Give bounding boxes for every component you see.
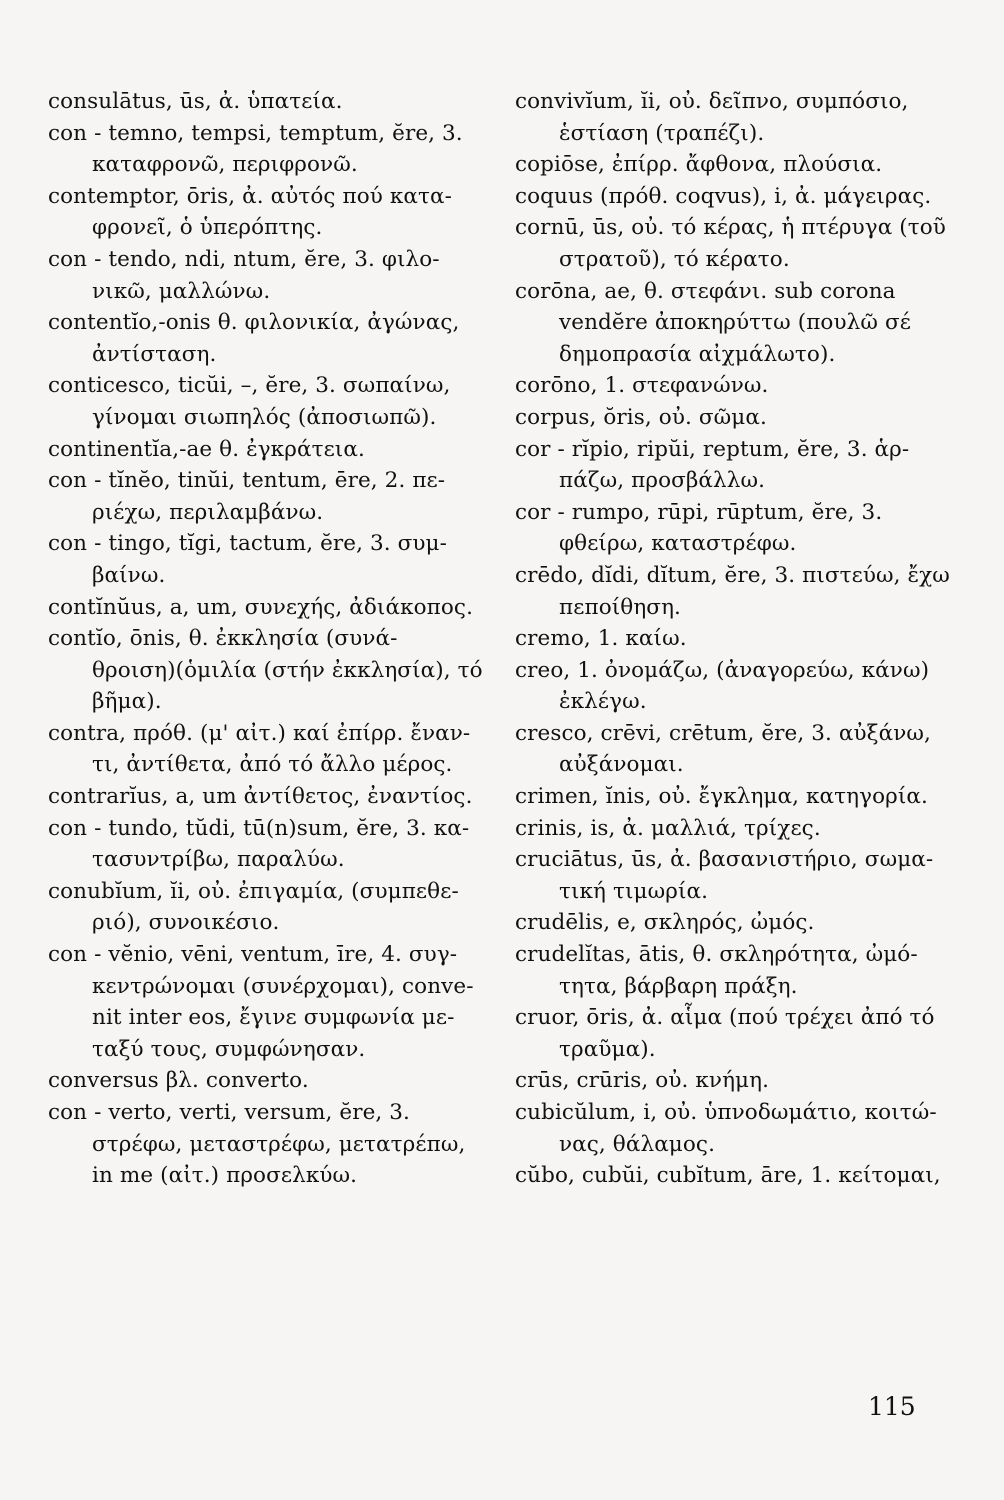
dictionary-entry (48, 1097, 488, 1192)
dictionary-entry (515, 1097, 955, 1160)
dictionary-entry (515, 844, 955, 907)
entry-line: contĭnŭus, a, um, συνεχής, ἀδιάκοπος. (48, 594, 473, 620)
dictionary-entry (515, 623, 955, 655)
entry-line: cruor, ōris, ἀ. αἷμα (πού τρέχει ἀπό τό (515, 1005, 935, 1031)
entry-line: con - vĕnio, vēni, ventum, īre, 4. συγ- (48, 942, 458, 968)
entry-line: cubicŭlum, i, οὐ. ὑπνοδωμάτιο, κοιτώ- (515, 1100, 937, 1125)
entry-line: πάζω, προσβάλλω. (559, 468, 766, 494)
entry-line: corōna, ae, θ. στεφάνι. sub corona (515, 278, 896, 304)
entry-line: θροιση)(ὁμιλία (στήν ἐκκλησία), τό (92, 657, 483, 683)
dictionary-entry (515, 718, 955, 781)
dictionary-entry (515, 276, 955, 371)
dictionary-entry (515, 1065, 955, 1097)
dictionary-entry (48, 307, 488, 370)
entry-line: con - tendo, ndi, ntum, ĕre, 3. φιλο- (48, 246, 440, 272)
dictionary-entry (515, 212, 955, 275)
entry-line: corpus, ŏris, οὐ. σῶμα. (515, 404, 767, 430)
entry-line: crudelĭtas, ātis, θ. σκληρότητα, ὠμό- (515, 942, 918, 968)
dictionary-entry (515, 370, 955, 402)
dictionary-entry (515, 402, 955, 434)
dictionary-entry (48, 623, 488, 718)
page-number: 115 (868, 1392, 916, 1421)
entry-line: crinis, is, ἀ. μαλλιά, τρίχες. (515, 815, 821, 841)
dictionary-entry (48, 465, 488, 528)
entry-line: contĭo, ōnis, θ. ἐκκλησία (συνά- (48, 626, 398, 652)
dictionary-entry (515, 939, 955, 1002)
dictionary-entry (515, 497, 955, 560)
dictionary-entry (515, 149, 955, 181)
entry-line: βαίνω. (92, 562, 166, 588)
dictionary-entry (515, 655, 955, 718)
dictionary-entry (515, 813, 955, 845)
dictionary-entry (48, 86, 488, 118)
entry-line: cŭbo, cubŭi, cubĭtum, āre, 1. κείτομαι, (515, 1163, 941, 1189)
entry-line: conversus βλ. converto. (48, 1068, 309, 1094)
entry-line: conubĭum, ĭi, οὐ. ἐπιγαμία, (συμπεθε- (48, 878, 459, 904)
entry-line: cresco, crēvi, crētum, ĕre, 3. αὐξάνω, (515, 720, 931, 746)
dictionary-entry (48, 718, 488, 781)
left-column (48, 86, 488, 1192)
dictionary-entry (48, 1065, 488, 1097)
entry-line: crēdo, dĭdi, dĭtum, ĕre, 3. πιστεύω, ἔχω (515, 562, 950, 588)
entry-line: contentĭo,-onis θ. φιλονικία, ἀγώνας, (48, 310, 460, 336)
dictionary-entry (48, 370, 488, 433)
entry-line: con - temno, tempsi, temptum, ĕre, 3. (48, 120, 463, 146)
entry-line: convivĭum, ĭi, οὐ. δεῖπνο, συμπόσιο, (515, 89, 909, 114)
dictionary-entry (48, 813, 488, 876)
entry-line: ριό), συνοικέσιο. (92, 910, 280, 936)
entry-line: consulātus, ūs, ἀ. ὑπατεία. (48, 89, 343, 114)
entry-line: ριέχω, περιλαμβάνω. (92, 499, 324, 525)
entry-line: τητα, βάρβαρη πράξη. (559, 973, 798, 999)
entry-line: δημοπρασία αἰχμάλωτο). (559, 341, 836, 367)
entry-line: conticesco, ticŭi, –, ĕre, 3. σωπαίνω, (48, 373, 451, 399)
entry-line: con - tĭnĕo, tinŭi, tentum, ēre, 2. πε- (48, 468, 446, 494)
dictionary-entry (48, 244, 488, 307)
dictionary-entry (48, 876, 488, 939)
entry-line: νας, θάλαμος. (559, 1131, 715, 1157)
entry-line: πεποίθηση. (559, 594, 681, 620)
entry-line: τική τιμωρία. (559, 878, 709, 904)
entry-line: vendĕre ἀποκηρύττω (πουλῶ σέ (559, 310, 911, 336)
entry-line: creo, 1. ὀνομάζω, (ἀναγορεύω, κάνω) (515, 657, 930, 683)
dictionary-entry (515, 1002, 955, 1065)
dictionary-entry (515, 560, 955, 623)
dictionary-entry (515, 181, 955, 213)
entry-line: φθείρω, καταστρέφω. (559, 531, 797, 557)
entry-line: crudēlis, e, σκληρός, ὠμός. (515, 910, 815, 936)
entry-line: crimen, ĭnis, οὐ. ἔγκλημα, κατηγορία. (515, 784, 928, 810)
entry-line: βῆμα). (92, 689, 162, 715)
dictionary-entry (48, 181, 488, 244)
entry-line: coquus (πρόθ. coqvus), i, ἀ. μάγειρας. (515, 183, 932, 209)
entry-line: στρατοῦ), τό κέρατο. (559, 246, 790, 272)
dictionary-entry (48, 939, 488, 1065)
entry-line: ἑστίαση (τραπέζι). (559, 120, 765, 146)
entry-line: con - tundo, tŭdi, tū(n)sum, ĕre, 3. κα- (48, 815, 470, 841)
entry-line: in me (αἰτ.) προσελκύω. (92, 1163, 358, 1189)
dictionary-entry (48, 434, 488, 466)
dictionary-entry (48, 592, 488, 624)
entry-line: ἐκλέγω. (559, 689, 647, 715)
entry-line: cruciātus, ūs, ἀ. βασανιστήριο, σωμα- (515, 847, 934, 873)
right-column (515, 86, 955, 1192)
entry-line: con - tingo, tĭgi, tactum, ĕre, 3. συμ- (48, 531, 447, 557)
entry-line: ταξύ τους, συμφώνησαν. (92, 1036, 366, 1062)
entry-line: καταφρονῶ, περιφρονῶ. (92, 152, 358, 178)
entry-line: νικῶ, μαλλώνω. (92, 278, 271, 304)
entry-line: contrarĭus, a, um ἀντίθετος, ἐναντίος. (48, 784, 473, 810)
dictionary-entry (515, 781, 955, 813)
entry-line: nit inter eos, ἔγινε συμφωνία με- (92, 1005, 455, 1031)
dictionary-entry (48, 781, 488, 813)
entry-line: cremo, 1. καίω. (515, 626, 687, 652)
entry-line: continentĭa,-ae θ. ἐγκράτεια. (48, 436, 365, 462)
dictionary-entry (515, 1160, 955, 1192)
entry-line: φρονεῖ, ὁ ὑπερόπτης. (92, 215, 323, 241)
entry-line: ἀντίσταση. (92, 341, 217, 367)
entry-line: τραῦμα). (559, 1036, 656, 1062)
dictionary-entry (515, 434, 955, 497)
dictionary-entry (515, 907, 955, 939)
entry-line: cor - rumpo, rūpi, rūptum, ĕre, 3. (515, 499, 883, 525)
dictionary-entry (48, 118, 488, 181)
entry-line: cornū, ūs, οὐ. τό κέρας, ἡ πτέρυγα (τοῦ (515, 215, 946, 241)
entry-line: κεντρώνομαι (συνέρχομαι), conve- (92, 973, 474, 999)
entry-line: τασυντρίβω, παραλύω. (92, 847, 345, 873)
entry-line: contra, πρόθ. (μ' αἰτ.) καί ἐπίρρ. ἔναν- (48, 720, 471, 746)
entry-line: cor - rĭpio, ripŭi, reptum, ĕre, 3. ἁρ- (515, 436, 910, 462)
entry-line: contemptor, ōris, ἀ. αὐτός πού κατα- (48, 183, 453, 209)
entry-line: con - verto, verti, versum, ĕre, 3. (48, 1100, 410, 1125)
entry-line: αὐξάνομαι. (559, 752, 684, 778)
entry-line: crūs, crūris, οὐ. κνήμη. (515, 1068, 770, 1094)
entry-line: corōno, 1. στεφανώνω. (515, 373, 769, 399)
entry-line: copiōse, ἐπίρρ. ἄφθονα, πλούσια. (515, 152, 883, 178)
entry-line: στρέφω, μεταστρέφω, μετατρέπω, (92, 1131, 466, 1157)
entry-line: γίνομαι σιωπηλός (ἀποσιωπῶ). (92, 404, 437, 430)
dictionary-entry (48, 528, 488, 591)
dictionary-entry (515, 86, 955, 149)
entry-line: τι, ἀντίθετα, ἀπό τό ἄλλο μέρος. (92, 752, 453, 778)
